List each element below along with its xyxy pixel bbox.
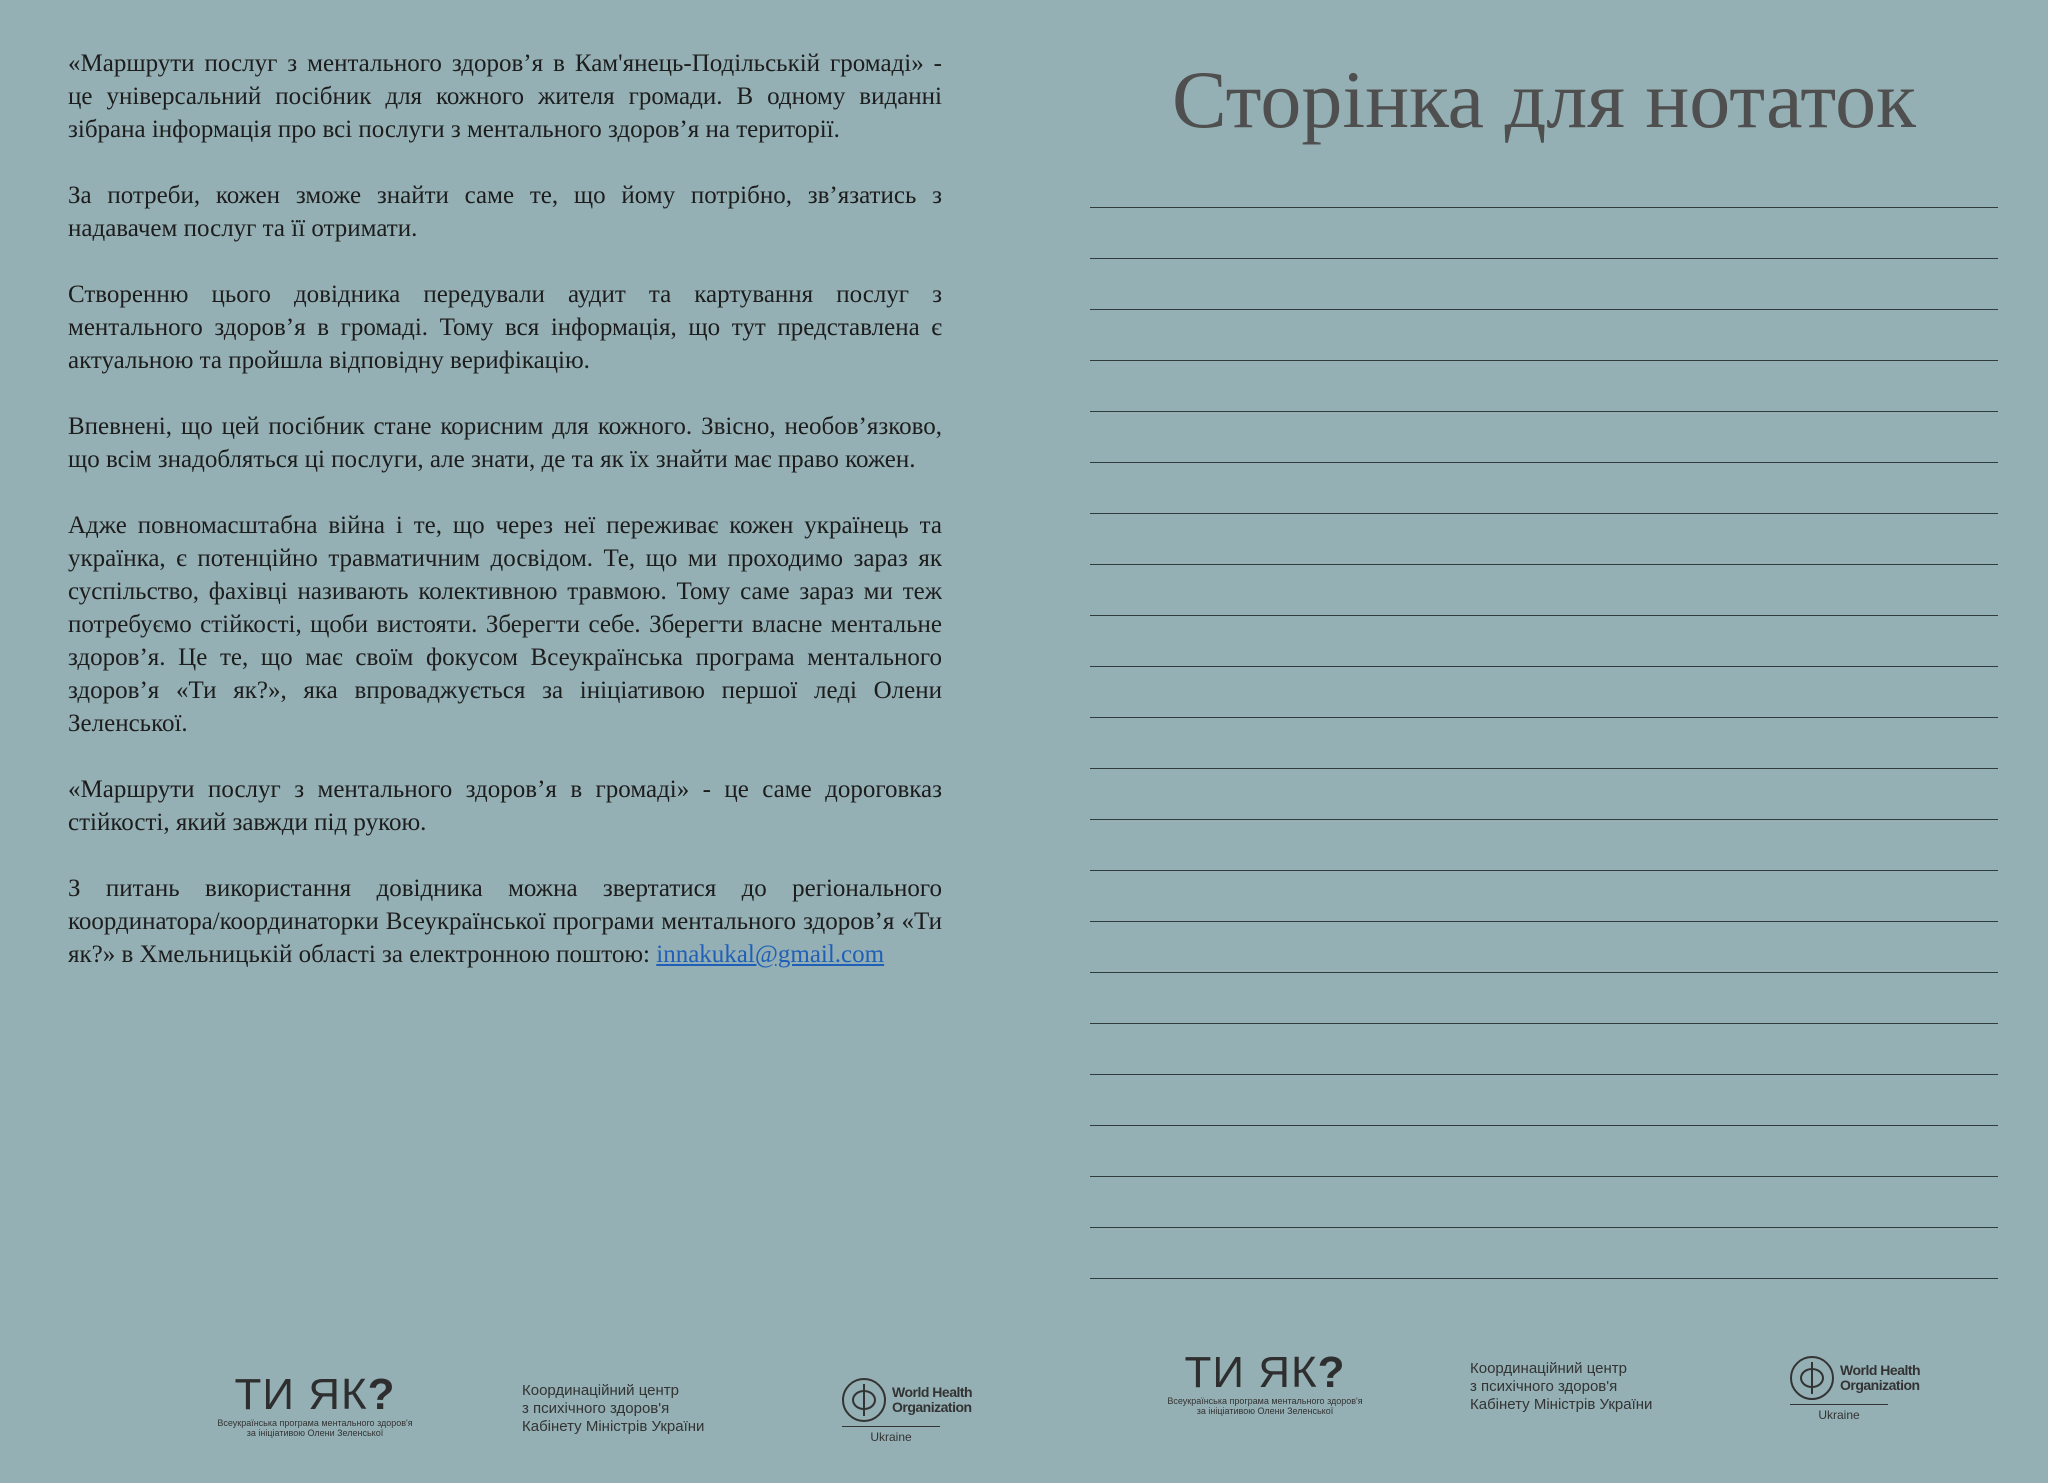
left-page-text bbox=[68, 47, 942, 1004]
tiyak-wordmark: ТИ ЯК? bbox=[1184, 1348, 1346, 1397]
note-line bbox=[1090, 207, 1998, 208]
who-emblem-icon bbox=[842, 1378, 886, 1422]
note-line bbox=[1090, 360, 1998, 361]
audit-paragraph: Створенню цього довідника передували аудит та картування послуг з ментального здоров’я в громаді. Тому вся інформація, що тут представлена є актуальною та пройшла відповідну верифікацію. bbox=[68, 281, 942, 374]
note-line bbox=[1090, 972, 1998, 973]
note-line bbox=[1090, 717, 1998, 718]
coordination-center-right: Координаційний центр з психічного здоров'я Кабінету Міністрів України bbox=[1470, 1360, 1653, 1413]
who-country: Ukraine bbox=[842, 1426, 940, 1444]
note-line bbox=[1090, 1023, 1998, 1024]
who-logo-left: World Health Organization Ukraine bbox=[842, 1378, 972, 1444]
note-line bbox=[1090, 462, 1998, 463]
email-link[interactable]: innakukal@gmail.com bbox=[656, 941, 885, 968]
needs-paragraph: За потреби, кожен зможе знайти саме те, що йому потрібно, зв’язатись з надавачем послуг та її отримати. bbox=[68, 182, 942, 242]
tiyak-tagline: Всеукраїнська програма ментального здоров'я за ініціативою Олени Зеленської bbox=[217, 1418, 413, 1438]
intro-paragraph: «Маршрути послуг з ментального здоров’я в Кам'янець-Подільській громаді» - це універсальний посібник для кожного жителя громади. В одному виданні зібрана інформація про всі послуги з ментального здоров’я на території. bbox=[68, 50, 942, 143]
tiyak-wordmark: ТИ ЯК? bbox=[234, 1370, 396, 1419]
note-line bbox=[1090, 1278, 1998, 1279]
note-line bbox=[1090, 921, 1998, 922]
note-line bbox=[1090, 1074, 1998, 1075]
contact-text: З питань використання довідника можна звертатися до регіонального координатора/координаторки Всеукраїнської програми ментального здоров’я «Ти як?» в Хмельницькій області за електронною поштою: bbox=[68, 875, 942, 968]
note-line bbox=[1090, 513, 1998, 514]
note-line bbox=[1090, 564, 1998, 565]
note-line bbox=[1090, 1176, 1998, 1177]
usefulness-paragraph: Впевнені, що цей посібник стане корисним для кожного. Звісно, необов’язково, що всім знадобляться ці послуги, але знати, де та як їх знайти має право кожен. bbox=[68, 413, 942, 473]
note-line bbox=[1090, 768, 1998, 769]
tiyak-question-mark-icon: ? bbox=[367, 1370, 396, 1419]
tiyak-logo-right bbox=[1160, 1350, 1370, 1416]
who-emblem-icon bbox=[1790, 1356, 1834, 1400]
note-lines bbox=[1090, 207, 1998, 1329]
contact-paragraph bbox=[68, 872, 942, 971]
note-line bbox=[1090, 258, 1998, 259]
who-logo-right: World Health Organization Ukraine bbox=[1790, 1356, 1920, 1422]
tiyak-tagline: Всеукраїнська програма ментального здоров'я за ініціативою Олени Зеленської bbox=[1167, 1396, 1363, 1416]
note-line bbox=[1090, 666, 1998, 667]
note-line bbox=[1090, 411, 1998, 412]
tiyak-logo-left bbox=[210, 1372, 420, 1438]
note-line bbox=[1090, 309, 1998, 310]
war-paragraph: Адже повномасштабна війна і те, що через неї переживає кожен українець та українка, є потенційно травматичним досвідом. Те, що ми проходимо зараз як суспільство, фахівці називають колективною травмою. Тому саме зараз ми теж потребуємо стійкості, щоби вистояти. Зберегти себе. Зберегти власне ментальне здоров’я. Це те, що має своїм фокусом Всеукраїнська програма ментального здоров’я «Ти як?», яка впроваджується за ініціативою першої леді Олени Зеленської. bbox=[68, 512, 942, 737]
who-country: Ukraine bbox=[1790, 1404, 1888, 1422]
coordination-center-left: Координаційний центр з психічного здоров'я Кабінету Міністрів України bbox=[522, 1382, 705, 1435]
note-line bbox=[1090, 819, 1998, 820]
tiyak-question-mark-icon: ? bbox=[1317, 1348, 1346, 1397]
guide-paragraph: «Маршрути послуг з ментального здоров’я в громаді» - це саме дороговказ стійкості, який завжди під рукою. bbox=[68, 776, 942, 836]
notes-page-title: Сторінка для нотаток bbox=[1172, 54, 1916, 145]
note-line bbox=[1090, 870, 1998, 871]
note-line bbox=[1090, 615, 1998, 616]
note-line bbox=[1090, 1227, 1998, 1228]
note-line bbox=[1090, 1125, 1998, 1126]
